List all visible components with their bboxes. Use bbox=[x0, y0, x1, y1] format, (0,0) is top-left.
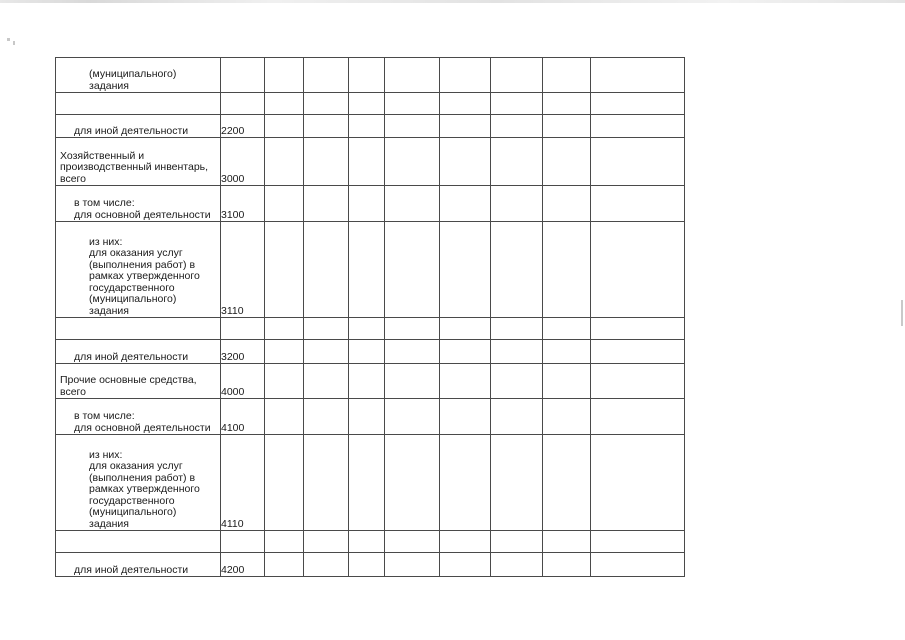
value-cell bbox=[491, 222, 543, 318]
row-label-line: всего bbox=[60, 385, 86, 398]
row-label-line: для оказания услуг bbox=[89, 247, 183, 259]
value-cell bbox=[543, 531, 591, 553]
value-cell bbox=[304, 553, 349, 577]
value-cell bbox=[543, 553, 591, 577]
value-cell bbox=[591, 435, 685, 531]
row-label-cell bbox=[56, 93, 221, 115]
value-cell bbox=[385, 553, 440, 577]
value-cell bbox=[440, 340, 491, 364]
row-code-cell: 3200 bbox=[221, 340, 265, 364]
value-cell bbox=[349, 435, 385, 531]
row-label-line: из них: bbox=[89, 235, 123, 248]
value-cell bbox=[591, 93, 685, 115]
value-cell bbox=[304, 115, 349, 138]
value-cell bbox=[543, 138, 591, 186]
value-cell bbox=[491, 115, 543, 138]
value-cell bbox=[591, 364, 685, 399]
value-cell bbox=[591, 138, 685, 186]
value-cell bbox=[440, 399, 491, 435]
scan-mark-right bbox=[901, 300, 903, 326]
row-label-cell bbox=[56, 115, 221, 138]
value-cell bbox=[304, 186, 349, 222]
scan-edge-top bbox=[0, 0, 905, 3]
value-cell bbox=[543, 93, 591, 115]
row-label-cell bbox=[56, 318, 221, 340]
value-cell bbox=[349, 340, 385, 364]
value-cell bbox=[349, 553, 385, 577]
row-label-line: Прочие основные средства, bbox=[60, 374, 197, 386]
table-row bbox=[56, 138, 685, 186]
table-row-blank bbox=[56, 531, 685, 553]
value-cell bbox=[385, 93, 440, 115]
value-cell bbox=[304, 318, 349, 340]
row-label-line: производственный инвентарь, bbox=[60, 161, 209, 173]
value-cell bbox=[440, 138, 491, 186]
value-cell bbox=[349, 93, 385, 115]
value-cell bbox=[304, 531, 349, 553]
table-row-blank bbox=[56, 318, 685, 340]
row-label-line: задания bbox=[89, 517, 129, 530]
row-label-line: Хозяйственный и bbox=[60, 149, 145, 162]
row-code-cell: 4100 bbox=[221, 399, 265, 435]
value-cell bbox=[349, 531, 385, 553]
value-cell bbox=[304, 93, 349, 115]
row-label-line: для оказания услуг bbox=[89, 460, 183, 472]
row-label-cell bbox=[56, 222, 221, 318]
value-cell bbox=[385, 435, 440, 531]
table-row bbox=[56, 340, 685, 364]
table-row bbox=[56, 553, 685, 577]
value-cell bbox=[385, 138, 440, 186]
row-label-line: (выполнения работ) в bbox=[89, 471, 196, 484]
value-cell bbox=[440, 318, 491, 340]
value-cell bbox=[491, 186, 543, 222]
value-cell bbox=[440, 531, 491, 553]
row-code-cell: 4110 bbox=[221, 435, 265, 531]
scan-speck bbox=[13, 41, 15, 45]
value-cell bbox=[265, 115, 304, 138]
row-label-cell bbox=[56, 186, 221, 222]
value-cell bbox=[591, 553, 685, 577]
row-code-cell bbox=[221, 58, 265, 93]
row-code-cell: 2200 bbox=[221, 115, 265, 138]
value-cell bbox=[304, 364, 349, 399]
row-code-cell: 3000 bbox=[221, 138, 265, 186]
value-cell bbox=[440, 58, 491, 93]
value-cell bbox=[491, 93, 543, 115]
value-cell bbox=[265, 531, 304, 553]
table-body bbox=[56, 58, 685, 577]
value-cell bbox=[440, 364, 491, 399]
row-label-line: в том числе: bbox=[74, 410, 135, 422]
row-label-line: из них: bbox=[89, 448, 123, 461]
value-cell bbox=[265, 435, 304, 531]
row-label-cell bbox=[56, 531, 221, 553]
row-label-line: для иной деятельности bbox=[74, 563, 189, 576]
value-cell bbox=[265, 186, 304, 222]
value-cell bbox=[265, 222, 304, 318]
value-cell bbox=[491, 58, 543, 93]
row-label-cell bbox=[56, 399, 221, 435]
value-cell bbox=[491, 318, 543, 340]
value-cell bbox=[349, 399, 385, 435]
value-cell bbox=[349, 364, 385, 399]
table-row bbox=[56, 222, 685, 318]
value-cell bbox=[349, 115, 385, 138]
value-cell bbox=[591, 58, 685, 93]
value-cell bbox=[491, 364, 543, 399]
value-cell bbox=[349, 222, 385, 318]
row-code-cell bbox=[221, 93, 265, 115]
table-row bbox=[56, 115, 685, 138]
value-cell bbox=[543, 58, 591, 93]
value-cell bbox=[349, 138, 385, 186]
value-cell bbox=[543, 364, 591, 399]
value-cell bbox=[304, 399, 349, 435]
value-cell bbox=[543, 186, 591, 222]
value-cell bbox=[491, 531, 543, 553]
value-cell bbox=[543, 340, 591, 364]
table-row bbox=[56, 399, 685, 435]
row-code-cell bbox=[221, 531, 265, 553]
value-cell bbox=[385, 340, 440, 364]
value-cell bbox=[265, 138, 304, 186]
value-cell bbox=[440, 186, 491, 222]
row-label-line: для основной деятельности bbox=[74, 421, 211, 434]
row-label-line: для иной деятельности bbox=[74, 124, 189, 137]
value-cell bbox=[265, 364, 304, 399]
row-code-cell bbox=[221, 318, 265, 340]
value-cell bbox=[591, 115, 685, 138]
table-row bbox=[56, 435, 685, 531]
value-cell bbox=[491, 553, 543, 577]
value-cell bbox=[543, 318, 591, 340]
value-cell bbox=[591, 340, 685, 364]
row-label-line: (выполнения работ) в bbox=[89, 258, 196, 271]
value-cell bbox=[385, 58, 440, 93]
value-cell bbox=[440, 115, 491, 138]
row-label-cell bbox=[56, 340, 221, 364]
value-cell bbox=[265, 58, 304, 93]
value-cell bbox=[591, 531, 685, 553]
value-cell bbox=[491, 340, 543, 364]
row-label-line: для основной деятельности bbox=[74, 208, 211, 221]
row-label-line: задания bbox=[89, 304, 129, 317]
value-cell bbox=[265, 93, 304, 115]
value-cell bbox=[543, 222, 591, 318]
row-label-cell bbox=[56, 553, 221, 577]
value-cell bbox=[591, 399, 685, 435]
value-cell bbox=[265, 553, 304, 577]
value-cell bbox=[385, 186, 440, 222]
table-row bbox=[56, 58, 685, 93]
table-row-blank bbox=[56, 93, 685, 115]
value-cell bbox=[385, 318, 440, 340]
value-cell bbox=[440, 93, 491, 115]
value-cell bbox=[440, 222, 491, 318]
value-cell bbox=[543, 435, 591, 531]
value-cell bbox=[385, 115, 440, 138]
value-cell bbox=[265, 340, 304, 364]
row-label-cell bbox=[56, 364, 221, 399]
value-cell bbox=[591, 186, 685, 222]
value-cell bbox=[304, 340, 349, 364]
row-code-cell: 3110 bbox=[221, 222, 265, 318]
value-cell bbox=[491, 138, 543, 186]
value-cell bbox=[349, 58, 385, 93]
scan-speck bbox=[7, 38, 10, 41]
value-cell bbox=[385, 531, 440, 553]
value-cell bbox=[385, 364, 440, 399]
value-cell bbox=[591, 318, 685, 340]
value-cell bbox=[491, 435, 543, 531]
row-label-line: для иной деятельности bbox=[74, 350, 189, 363]
value-cell bbox=[265, 399, 304, 435]
value-cell bbox=[385, 222, 440, 318]
row-label-line: всего bbox=[60, 172, 86, 185]
value-cell bbox=[491, 399, 543, 435]
value-cell bbox=[543, 115, 591, 138]
row-label-line: (муниципального) bbox=[89, 506, 177, 518]
value-cell bbox=[543, 399, 591, 435]
value-cell bbox=[440, 553, 491, 577]
value-cell bbox=[304, 58, 349, 93]
fixed-assets-table bbox=[55, 57, 685, 577]
row-code-cell: 3100 bbox=[221, 186, 265, 222]
table-row bbox=[56, 186, 685, 222]
row-label-cell bbox=[56, 58, 221, 93]
value-cell bbox=[304, 435, 349, 531]
value-cell bbox=[385, 399, 440, 435]
row-label-line: (муниципального) bbox=[89, 293, 177, 305]
row-label-line: рамках утвержденного bbox=[89, 270, 200, 282]
value-cell bbox=[265, 318, 304, 340]
row-label-line: в том числе: bbox=[74, 197, 135, 209]
row-code-cell: 4000 bbox=[221, 364, 265, 399]
row-label-line: государственного bbox=[89, 494, 175, 507]
value-cell bbox=[440, 435, 491, 531]
row-label-line: задания bbox=[89, 79, 129, 92]
value-cell bbox=[304, 222, 349, 318]
value-cell bbox=[349, 186, 385, 222]
value-cell bbox=[591, 222, 685, 318]
table-row bbox=[56, 364, 685, 399]
row-label-cell bbox=[56, 435, 221, 531]
value-cell bbox=[349, 318, 385, 340]
row-label-line: (муниципального) bbox=[89, 68, 177, 80]
row-label-cell bbox=[56, 138, 221, 186]
row-label-line: рамках утвержденного bbox=[89, 483, 200, 495]
row-label-line: государственного bbox=[89, 281, 175, 294]
row-code-cell: 4200 bbox=[221, 553, 265, 577]
value-cell bbox=[304, 138, 349, 186]
